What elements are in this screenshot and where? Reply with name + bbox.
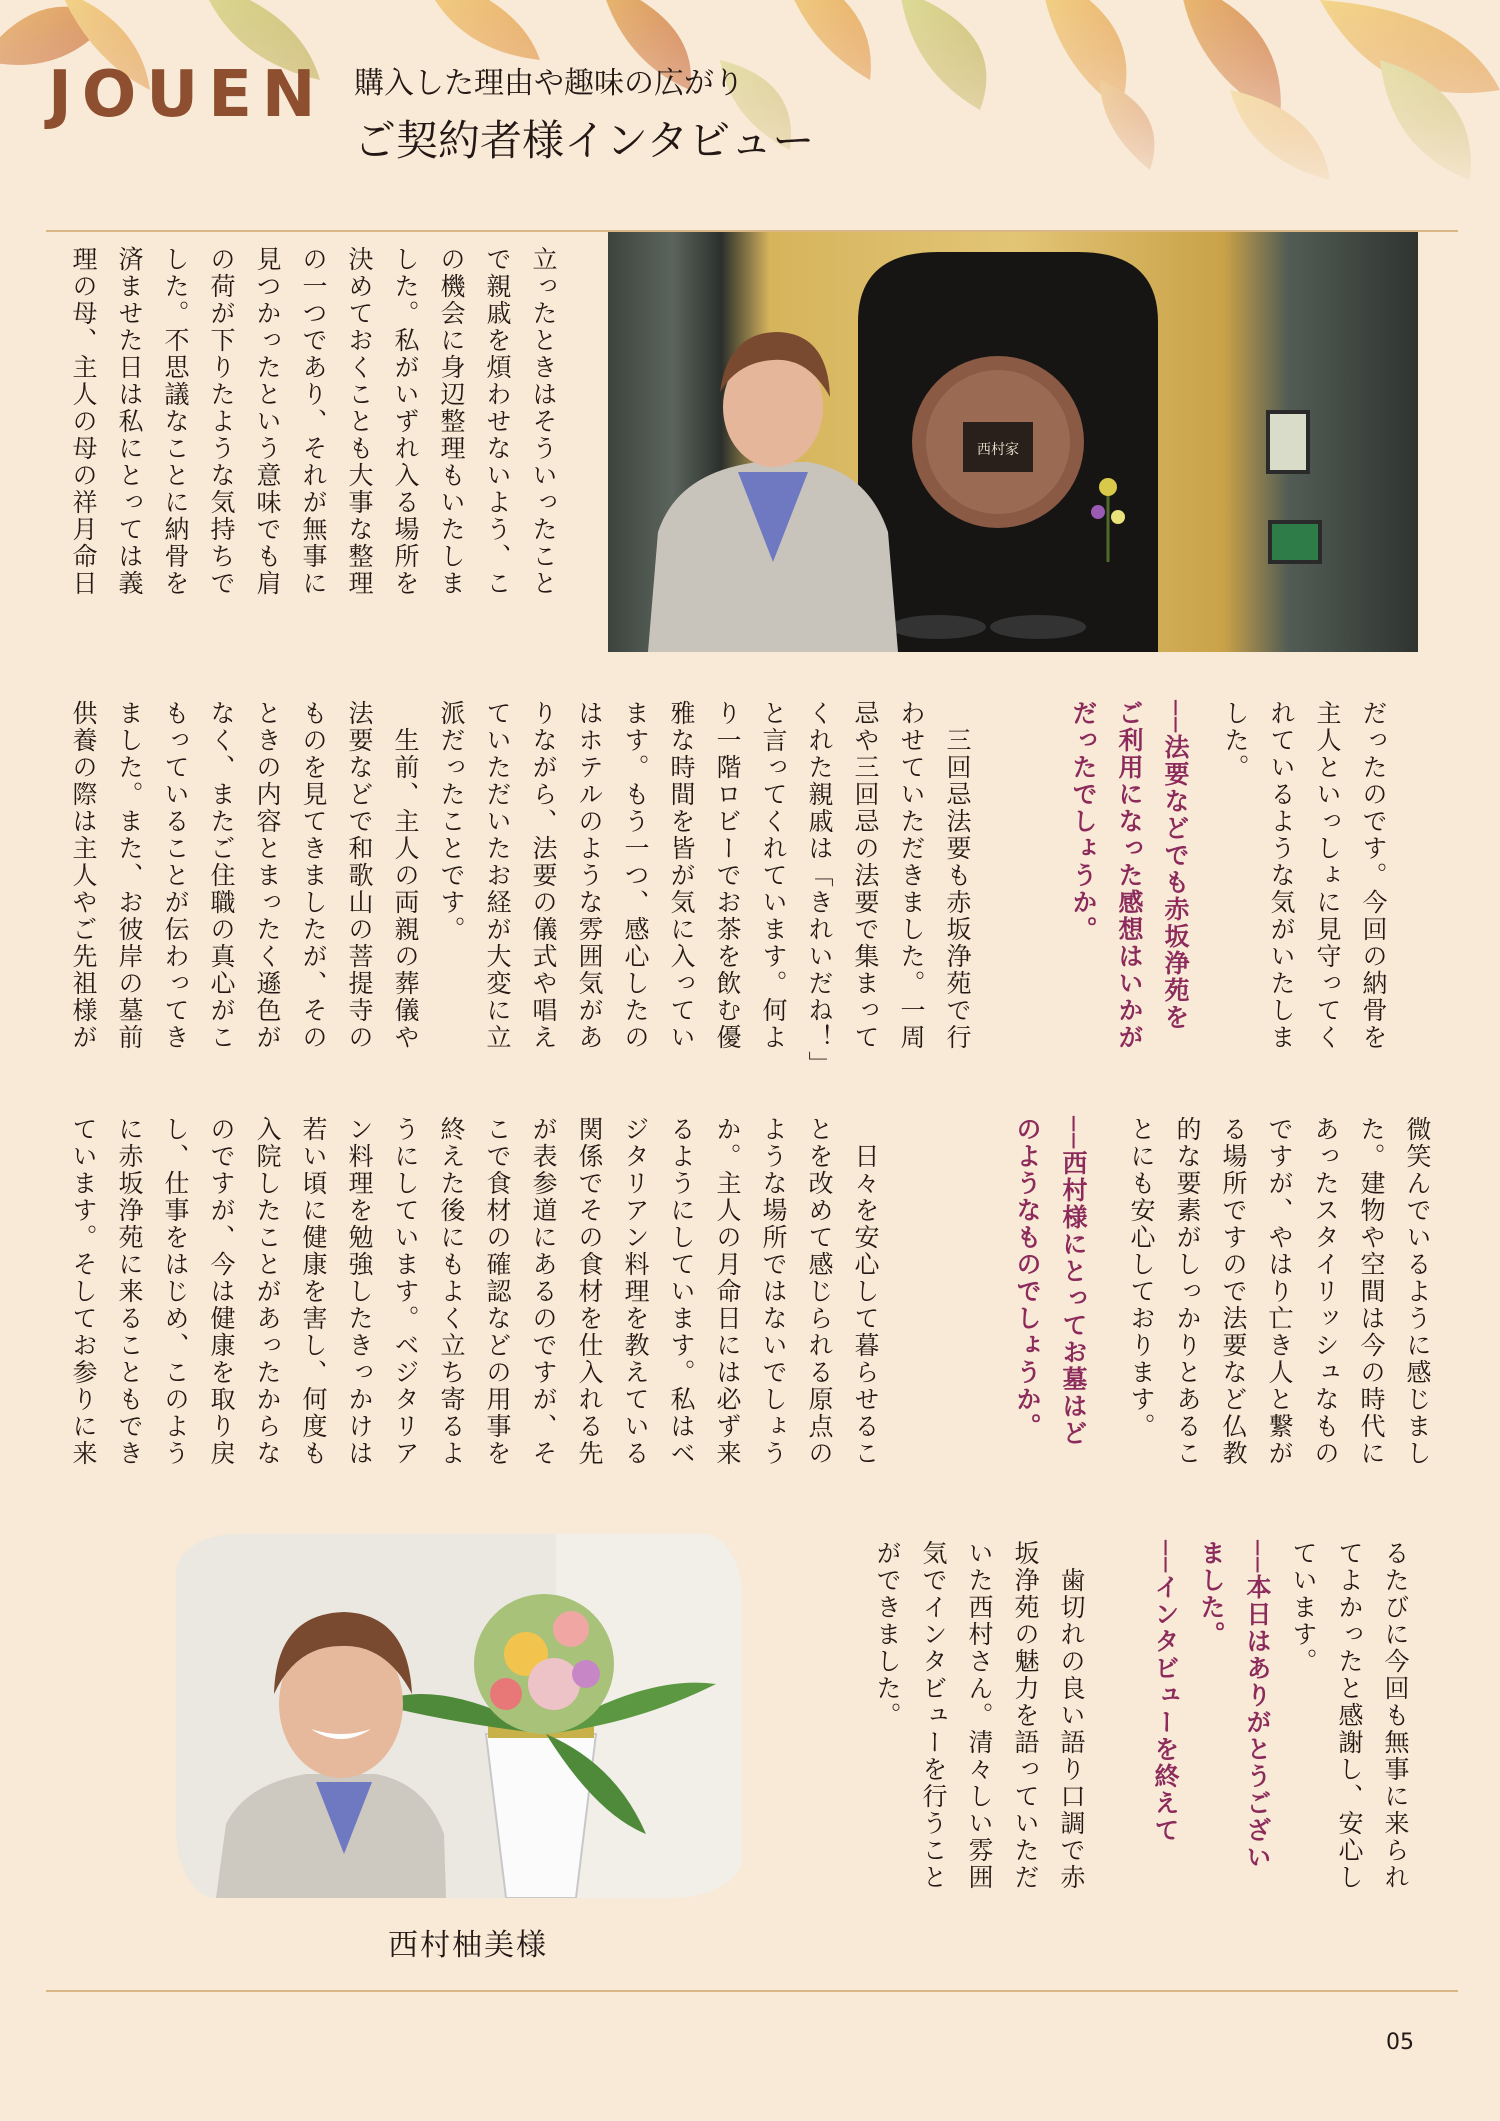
article-text-block-6: るたびに今回も無事に来られ てよかったと感謝し、安心し ています。 <box>1289 1540 1410 1891</box>
article-text-block-5: 日々を安心して暮らせるこ とを改めて感じられる原点の ような場所ではないでしょう か。主人の月命日には必ず来 るようにしています。私はベ ジタリアン料理を教えている 関係でその食材を仕入れる先 が表参道にあるのですが、そ こで食材の確認などの用事を 終えた後にもよく立ち寄るよ うにしています。ベジタリア ン料理を勉強したきっかけは 若い頃に健康を害し、何度も 入院したことがあったからな のですが、今は健康を取り戻 し、仕事をはじめ、このよう に赤坂浄苑に来ることもでき ています。そしてお参りに来 <box>69 1116 880 1467</box>
page-subtitle: 購入した理由や趣味の広がり <box>354 66 744 101</box>
question-heading-1: ──法要などでも赤坂浄苑を ご利用になった感想はいかが だったでしょうか。 <box>1069 700 1190 1051</box>
question-heading-2: ──西村様にとってお墓はど のようなものでしょうか。 <box>1013 1116 1088 1448</box>
altar-plaque-text: 西村家 <box>977 442 1019 458</box>
article-text-block-1: 立ったときはそういったこと で親戚を煩わせないよう、こ の機会に身辺整理もいたしま した。私がいずれ入る場所を 決めておくことも大事な整理 の一つであり、それが無事に 見つかったという意味でも肩 の荷が下りたような気持ちで した。不思議なことに納骨を 済ませた日は私にとっては義 理の母、主人の母の祥月命日 <box>69 246 558 597</box>
article-text-block-7: 歯切れの良い語り口調で赤 坂浄苑の魅力を語っていただ いた西村さん。清々しい雰囲 気でインタビューを行うこと ができました。 <box>873 1540 1086 1891</box>
after-interview-heading: ──インタビューを終えて <box>1151 1540 1180 1845</box>
article-text-block-2: だったのです。今回の納骨を 主人といっしょに見守ってく れているような気がいたしま した。 <box>1221 700 1388 1051</box>
article-text-block-4: 微笑んでいるように感じまし た。建物や空間は今の時代に あったスタイリッシュなもの ですが、やはり亡き人と繋が る場所ですので法要など仏教 的な要素がしっかりとあるこ とにも安心しております。 <box>1127 1116 1432 1467</box>
page-number: 05 <box>1386 2030 1414 2055</box>
article-text-block-3: 三回忌法要も赤坂浄苑で行 わせていただきました。一周 忌や三回忌の法要で集まって くれた親戚は「きれいだね！」 と言ってくれています。何よ り一階ロビーでお茶を飲む優 雅な時間を皆が気に入ってい ます。もう一つ、感心したの はホテルのような雰囲気があ りながら、法要の儀式や唱え ていただいたお経が大変に立 派だったことです。 生前、主人の両親の葬儀や 法要などで和歌山の菩提寺の ものを見てきましたが、その ときの内容とまったく遜色が なく、またご住職の真心がこ もっていることが伝わってき ました。また、お彼岸の墓前 供養の際は主人やご先祖様が <box>69 700 972 1078</box>
bottom-divider <box>46 1990 1458 1992</box>
portrait-photo <box>176 1534 742 1898</box>
page-title: ご契約者様インタビュー <box>354 116 815 165</box>
closing-heading: ──本日はありがとうござい ました。 <box>1197 1540 1272 1872</box>
altar-photo <box>608 232 1418 652</box>
photo-caption: 西村柚美様 <box>388 1928 548 1963</box>
jouen-logo: JOUEN <box>48 58 326 132</box>
